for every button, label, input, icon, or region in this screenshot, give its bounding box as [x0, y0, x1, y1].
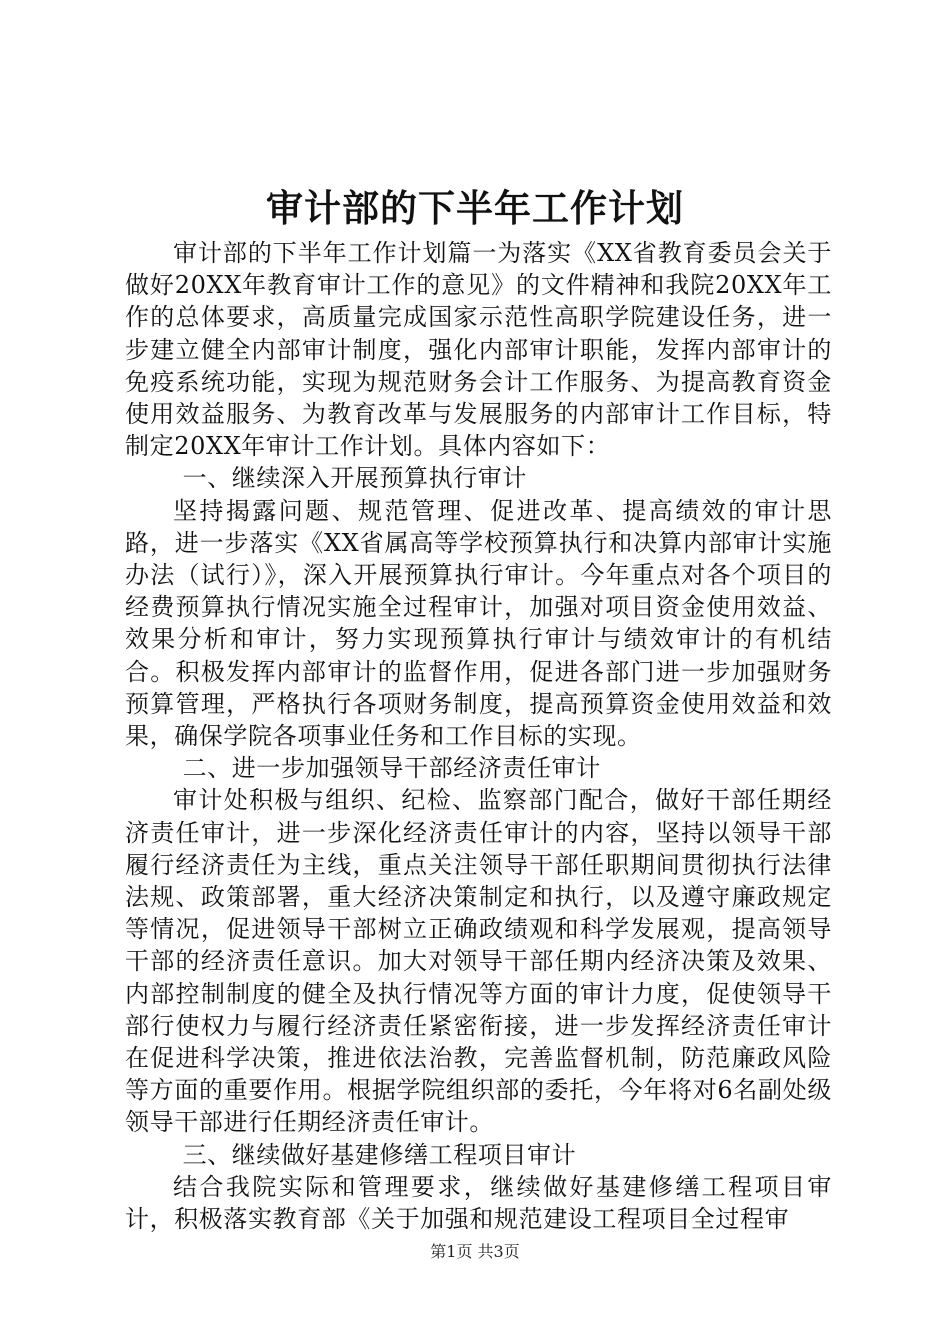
section-heading-3: 三、继续做好基建修缮工程项目审计	[182, 1140, 577, 1169]
page-number-footer: 第1页 共3页	[430, 1242, 520, 1261]
paragraph-intro: 审计部的下半年工作计划篇一为落实《XX省教育委员会关于做好20XX年教育审计工作的意见》的文件精神和我院20XX年工作的总体要求，高质量完成国家示范性高职学院建设任务，进一步建立健全内部审计制度，强化内部审计职能，发挥内部审计的免疫系统功能，实现为规范财务会计工作服务、为提高教育资金使用效益服务、为教育改革与发展服务的内部审计工作目标，特制定20XX年审计工作计划。具体内容如下：	[125, 239, 832, 461]
paragraph-section-3: 结合我院实际和管理要求，继续做好基建修缮工程项目审计，积极落实教育部《关于加强和规范建设工程项目全过程审	[125, 1172, 832, 1234]
document-title: 审计部的下半年工作计划	[266, 186, 684, 230]
section-heading-1: 一、继续深入开展预算执行审计	[182, 464, 527, 493]
document-body	[125, 237, 832, 1235]
paragraph-section-1: 坚持揭露问题、规范管理、促进改革、提高绩效的审计思路，进一步落实《XX省属高等学校预算执行和决算内部审计实施办法（试行）》，深入开展预算执行审计。今年重点对各个项目的经费预算执行情况实施全过程审计，加强对项目资金使用效益、效果分析和审计，努力实现预算执行审计与绩效审计的有机结合。积极发挥内部审计的监督作用，促进各部门进一步加强财务预算管理，严格执行各项财务制度，提高预算资金使用效益和效果，确保学院各项事业任务和工作目标的实现。	[125, 496, 832, 751]
section-heading-2: 二、进一步加强领导干部经济责任审计	[182, 754, 601, 783]
paragraph-section-2: 审计处积极与组织、纪检、监察部门配合，做好干部任期经济责任审计，进一步深化经济责任审计的内容，坚持以领导干部履行经济责任为主线，重点关注领导干部任职期间贯彻执行法律法规、政策部署，重大经济决策制定和执行，以及遵守廉政规定等情况，促进领导干部树立正确政绩观和科学发展观，提高领导干部的经济责任意识。加大对领导干部任期内经济决策及效果、内部控制制度的健全及执行情况等方面的审计力度，促使领导干部行使权力与履行经济责任紧密衔接，进一步发挥经济责任审计在促进科学决策，推进依法治教，完善监督机制，防范廉政风险等方面的重要作用。根据学院组织部的委托，今年将对6名副处级领导干部进行任期经济责任审计。	[125, 786, 832, 1137]
